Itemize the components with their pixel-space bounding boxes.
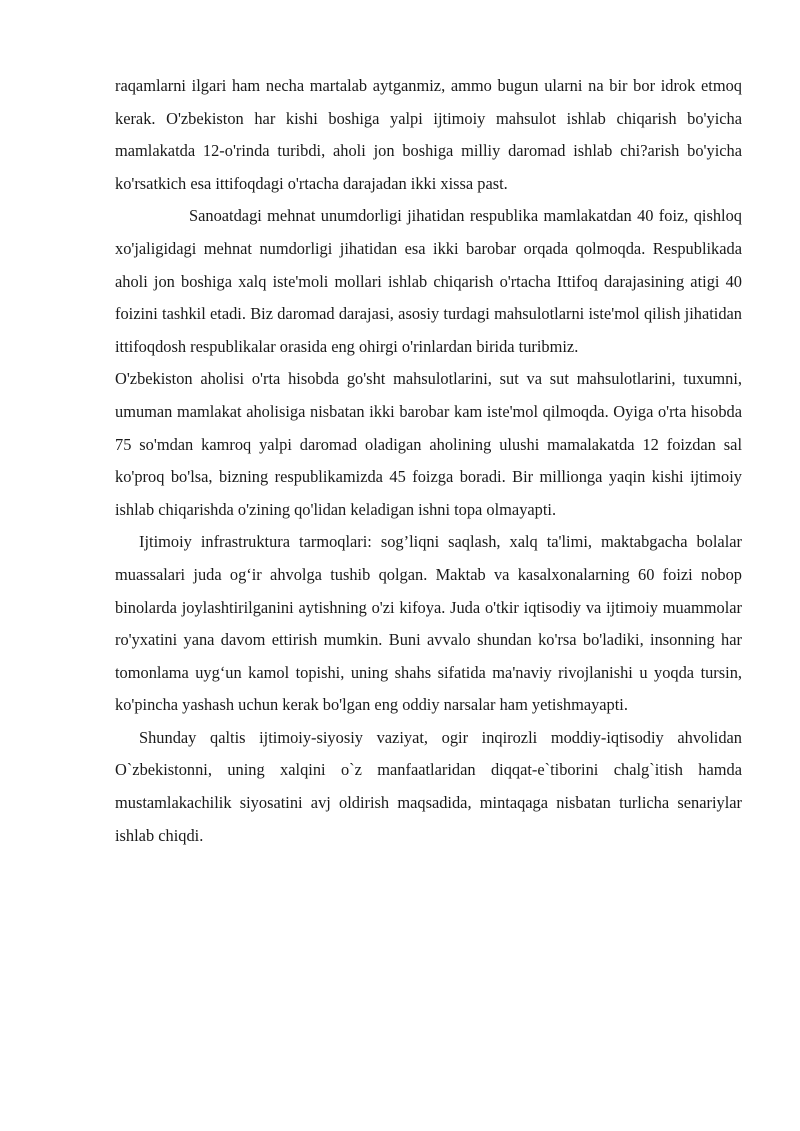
paragraph-p4: Ijtimoiy infrastruktura tarmoqlari: sog’liqni saqlash, xalq ta'limi, maktabgacha bolalar muassalari juda og‘ir ahvolga tushib qolgan. Maktab va kasalxonalarning 60 foizi nobop binolarda joylashtirilganini aytishning o'zi kifoya. Juda o'tkir iqtisodiy va ijtimoiy muammolar ro'yxatini yana davom ettirish mumkin. Buni avvalo shundan ko'rsa bo'ladiki, insonning har tomonlama uyg‘un kamol topishi, uning shahs sifatida ma'naviy rivojlanishi u yoqda tursin, ko'pincha yashash uchun kerak bo'lgan eng oddiy narsalar ham yetishmayapti. [115, 532, 742, 715]
paragraph-p1: raqamlarni ilgari ham necha martalab aytganmiz, ammo bugun ularni na bir bor idrok etmoq kerak. O'zbekiston har kishi boshiga yalpi ijtimoiy mahsulot ishlab chiqarish bo'yicha mamlakatda 12-o'rinda turibdi, aholi jon boshiga milliy daromad ishlab chi?arish bo'yicha ko'rsatkich esa ittifoqdagi o'rtacha darajadan ikki xissa past. [115, 76, 742, 193]
paragraph-p2: Sanoatdagi mehnat unumdorligi jihatidan respublika mamlakatdan 40 foiz, qishloq xo'jaligidagi mehnat numdorligi jihatidan esa ikki barobar orqada qolmoqda. Respublikada aholi jon boshiga xalq iste'moli mollari ishlab chiqarish o'rtacha Ittifoq darajasining atigi 40 foizini tashkil etadi. Biz daromad darajasi, asosiy turdagi mahsulotlarni iste'mol qilish jihatidan ittifoqdosh respublikalar orasida eng ohirgi o'rinlardan birida turibmiz. [115, 206, 742, 356]
paragraph-p5: Shunday qaltis ijtimoiy-siyosiy vaziyat, ogir inqirozli moddiy-iqtisodiy ahvolidan O`zbekistonni, uning xalqini o`z manfaatlaridan diqqat-e`tiborini chalg`itish hamda mustamlakachilik siyosatini avj oldirish maqsadida, mintaqaga nisbatan turlicha senariylar ishlab chiqdi. [115, 727, 742, 845]
paragraph-p3: O'zbekiston aholisi o'rta hisobda go'sht mahsulotlarini, sut va sut mahsulotlarini, tuxumni, umuman mamlakat aholisiga nisbatan ikki barobar kam iste'mol qilmoqda. Oyiga o'rta hisobda 75 so'mdan kamroq yalpi daromad oladigan aholining ulushi mamalakatda 12 foizdan sal ko'proq bo'lsa, bizning respublikamizda 45 foizga boradi. Bir millionga yaqin kishi ijtimoiy ishlab chiqarishda o'zining qo'lidan keladigan ishni topa olmayapti. [115, 369, 742, 519]
document-page [115, 70, 742, 852]
